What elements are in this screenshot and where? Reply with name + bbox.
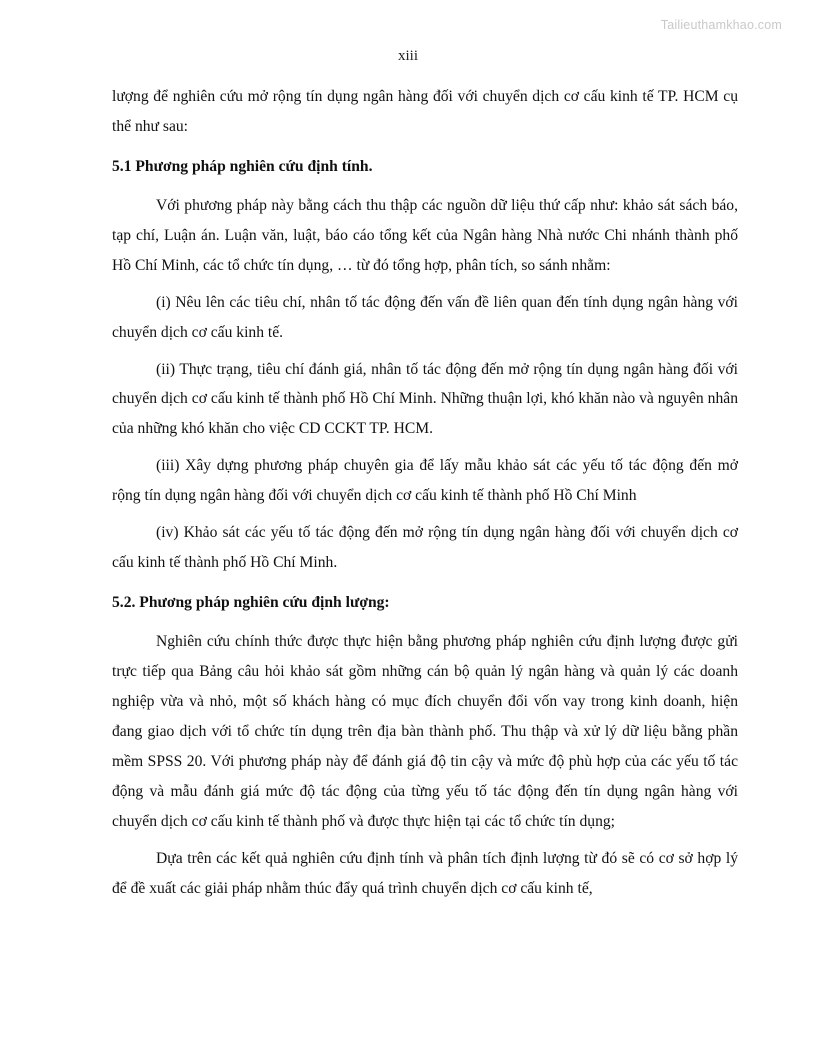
paragraph-quantitative-1: Nghiên cứu chính thức được thực hiện bằng phương pháp nghiên cứu định lượng được gửi trực tiếp qua Bảng câu hỏi khảo sát gồm những cán bộ quản lý ngân hàng và quản lý các doanh nghiệp vừa và nhỏ, một số khách hàng có mục đích chuyển đổi vốn vay trong kinh doanh, hiện đang giao dịch với tổ chức tín dụng trên địa bàn thành phố. Thu thập và xử lý dữ liệu bằng phần mềm SPSS 20. Với phương pháp này để đánh giá độ tin cậy và mức độ phù hợp của các yếu tố tác động và mẫu đánh giá mức độ tác động của từng yếu tố tác động đến tín dụng ngân hàng với chuyển dịch cơ cấu kinh tế thành phố và được thực hiện tại các tổ chức tín dụng; xyxy=(112,633,738,830)
watermark-text: Tailieuthamkhao.com xyxy=(660,18,782,32)
paragraph-continuation: lượng để nghiên cứu mở rộng tín dụng ngân hàng đối với chuyển dịch cơ cấu kinh tế TP. HCM cụ thể như sau: xyxy=(112,88,738,135)
page-number: xiii xyxy=(397,48,418,64)
document-body xyxy=(112,82,738,910)
paragraph-quantitative-2: Dựa trên các kết quả nghiên cứu định tính và phân tích định lượng từ đó sẽ có cơ sở hợp lý để đề xuất các giải pháp nhằm thúc đẩy quá trình chuyển dịch cơ cấu kinh tế, xyxy=(112,849,738,897)
heading-5-1: 5.1 Phương pháp nghiên cứu định tính. xyxy=(112,157,373,175)
paragraph-qualitative-intro: Với phương pháp này bằng cách thu thập các nguồn dữ liệu thứ cấp như: khảo sát sách báo, tạp chí, Luận án. Luận văn, luật, báo cáo tổng kết của Ngân hàng Nhà nước Chi nhánh thành phố Hồ Chí Minh, các tổ chức tín dụng, … từ đó tổng hợp, phân tích, so sánh nhằm: xyxy=(112,196,738,274)
paragraph-item-iv: (iv) Khảo sát các yếu tố tác động đến mở rộng tín dụng ngân hàng đối với chuyển dịch cơ cấu kinh tế thành phố Hồ Chí Minh. xyxy=(112,524,738,572)
paragraph-item-i: (i) Nêu lên các tiêu chí, nhân tố tác động đến vấn đề liên quan đến tính dụng ngân hàng với chuyển dịch cơ cấu kinh tế. xyxy=(112,293,738,341)
paragraph-item-iii: (iii) Xây dựng phương pháp chuyên gia để lấy mẫu khảo sát các yếu tố tác động đến mở rộng tín dụng ngân hàng đối với chuyển dịch cơ cấu kinh tế thành phố Hồ Chí Minh xyxy=(112,457,738,505)
heading-5-2: 5.2. Phương pháp nghiên cứu định lượng: xyxy=(112,594,390,612)
paragraph-item-ii: (ii) Thực trạng, tiêu chí đánh giá, nhân tố tác động đến mở rộng tín dụng ngân hàng đối với chuyển dịch cơ cấu kinh tế thành phố Hồ Chí Minh. Những thuận lợi, khó khăn nào và nguyên nhân của những khó khăn cho việc CD CCKT TP. HCM. xyxy=(112,360,738,438)
